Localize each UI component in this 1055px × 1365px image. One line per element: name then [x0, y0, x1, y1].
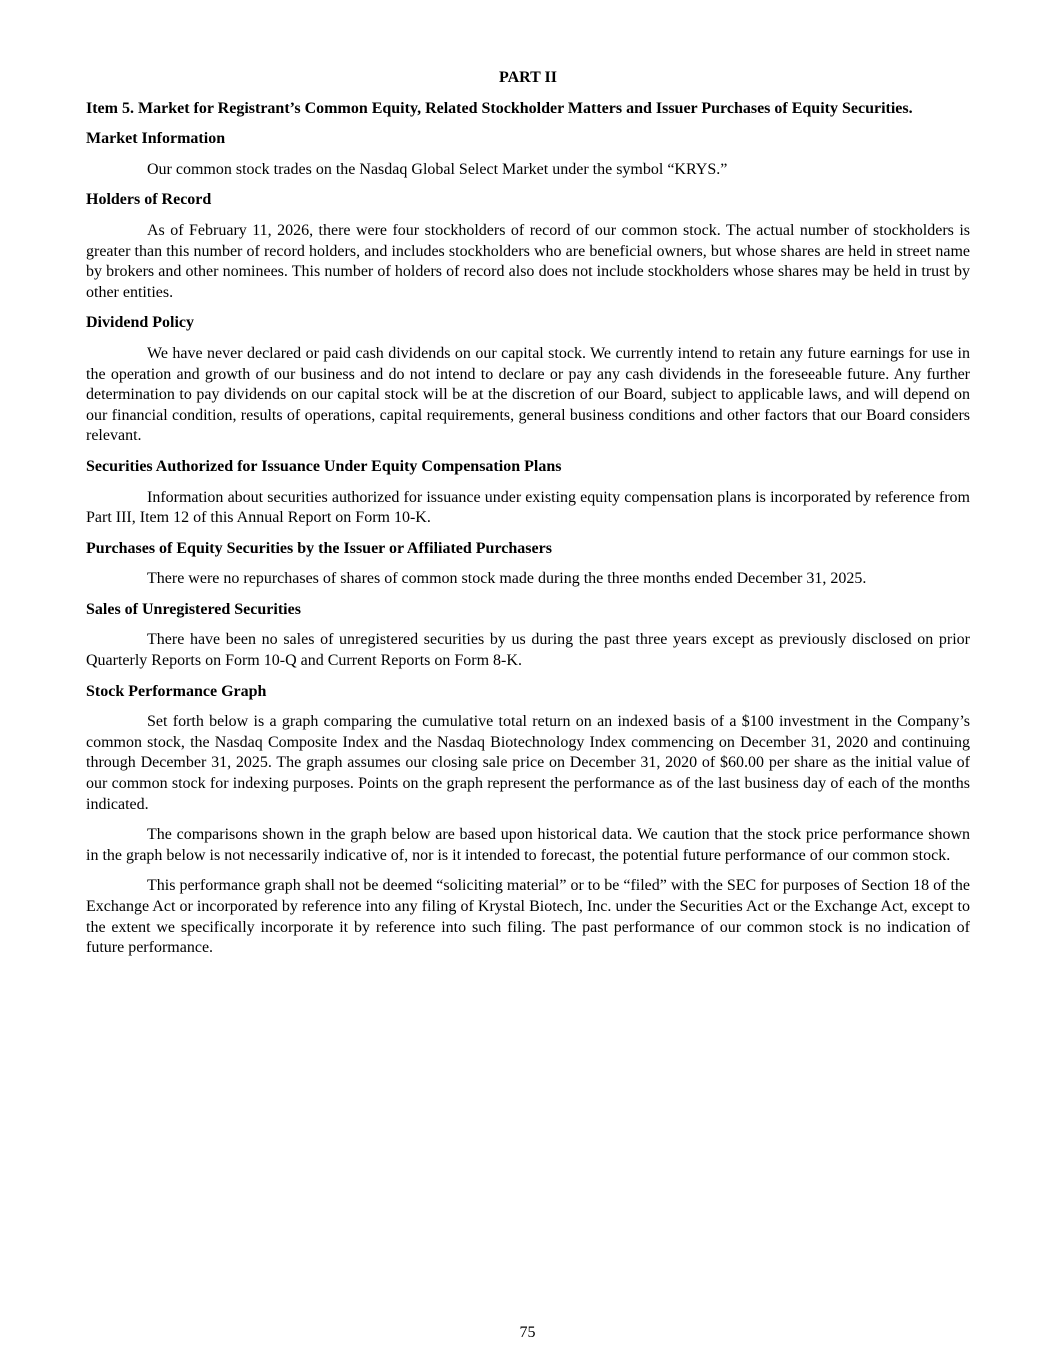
securities-authorized-heading: Securities Authorized for Issuance Under Equity Compensation Plans: [86, 457, 562, 475]
securities-authorized-paragraph: Information about securities authorized for issuance under existing equity compensation plans is incorporated by reference from Part III, Item 12 of this Annual Report on Form 10-K.: [86, 488, 970, 527]
stock-performance-paragraph-2: The comparisons shown in the graph below are based upon historical data. We caution that the stock price performance shown in the graph below is not necessarily indicative of, nor is it intended to forecast, the potential future performance of our common stock.: [86, 826, 970, 864]
page-number: 75: [519, 1324, 536, 1341]
purchases-of-equity-heading: Purchases of Equity Securities by the Issuer or Affiliated Purchasers: [86, 539, 552, 557]
stock-performance-paragraph-3: This performance graph shall not be deemed “soliciting material” or to be “filed” with the SEC for purposes of Section 18 of the Exchange Act or incorporated by reference into any filing of Krystal Biotech, Inc. under the Securities Act or the Exchange Act, except to the extent we specifically incorporate it by reference into such filing. The past performance of our common stock is no indication of future performance.: [86, 877, 970, 957]
market-information-heading: Market Information: [86, 130, 226, 148]
sales-unregistered-paragraph: There have been no sales of unregistered securities by us during the past three years except as previously disclosed on prior Quarterly Reports on Form 10-Q and Current Reports on Form 8-K.: [86, 631, 970, 670]
holders-of-record-heading: Holders of Record: [86, 191, 212, 209]
sales-unregistered-heading: Sales of Unregistered Securities: [86, 600, 301, 618]
stock-performance-heading: Stock Performance Graph: [86, 682, 267, 700]
dividend-policy-paragraph: We have never declared or paid cash dividends on our capital stock. We currently intend to retain any future earnings for use in the operation and growth of our business and do not intend to declare or pay any cash dividends in the foreseeable future. Any further determination to pay dividends on our capital stock will be at the discretion of our Board, subject to applicable laws, and will depend on our financial condition, results of operations, capital requirements, general business conditions and other factors that our Board considers relevant.: [86, 344, 970, 445]
purchases-of-equity-paragraph: There were no repurchases of shares of common stock made during the three months ended December 31, 2025.: [147, 570, 867, 588]
market-information-paragraph: Our common stock trades on the Nasdaq Global Select Market under the symbol “KRYS.”: [147, 160, 728, 178]
dividend-policy-heading: Dividend Policy: [86, 314, 195, 332]
item-title: Item 5. Market for Registrant’s Common Equity, Related Stockholder Matters and Issuer Purchases of Equity Securities.: [86, 99, 913, 117]
document-page: [86, 68, 970, 969]
holders-of-record-paragraph: As of February 11, 2026, there were four stockholders of record of our common stock. The actual number of stockholders is greater than this number of record holders, and includes stockholders who are beneficial owners, but whose shares are held in street name by brokers and other nominees. This number of holders of record also does not include stockholders whose shares may be held in trust by other entities.: [86, 221, 970, 301]
stock-performance-paragraph-1: Set forth below is a graph comparing the cumulative total return on an indexed basis of a $100 investment in the Company’s common stock, the Nasdaq Composite Index and the Nasdaq Biotechnology Index commencing on December 31, 2020 and continuing through December 31, 2025. The graph assumes our closing sale price on December 31, 2020 of $60.00 per share as the initial value of our common stock for indexing purposes. Points on the graph represent the performance as of the last business day of each of the months indicated.: [86, 713, 970, 813]
part-title: PART II: [499, 69, 557, 86]
